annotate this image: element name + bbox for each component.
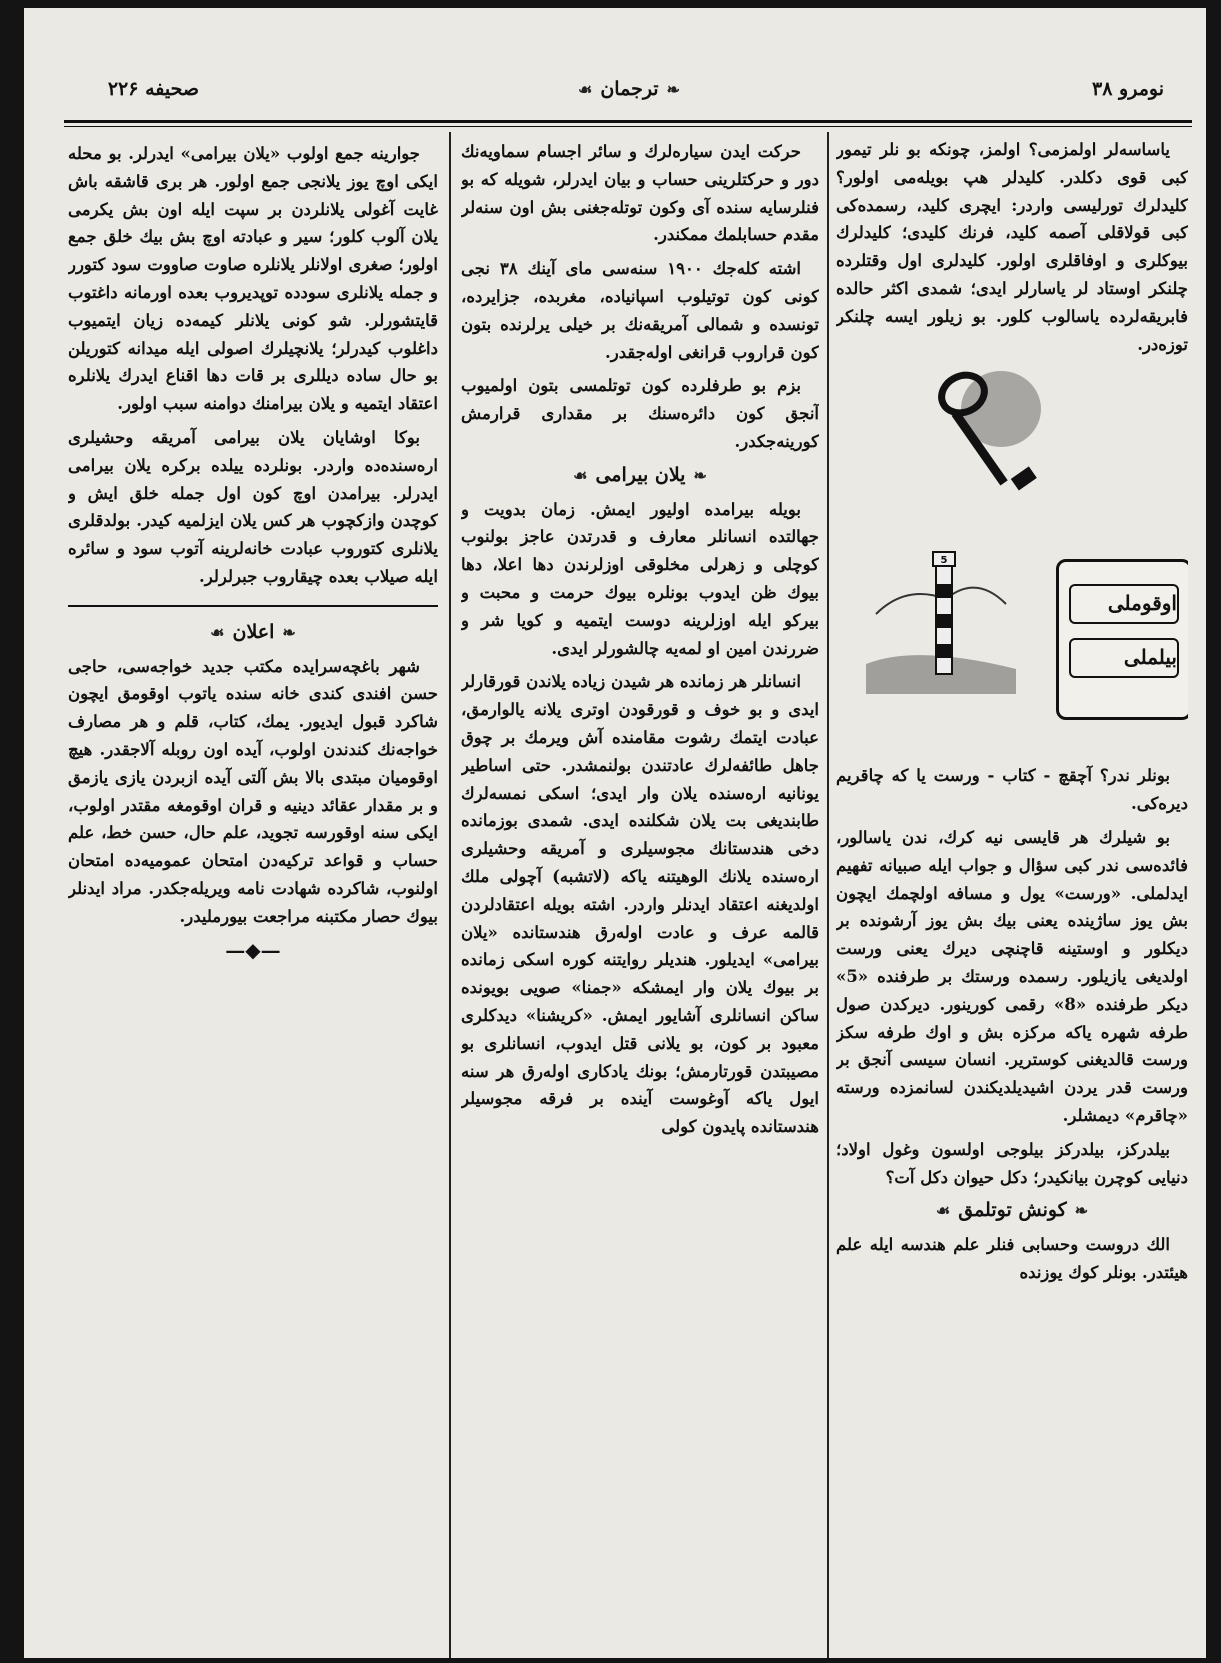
sign-text-1: اوقوملی xyxy=(1069,584,1179,624)
header-rule-thin xyxy=(64,126,1192,127)
ornament-icon: ❧ xyxy=(693,465,707,485)
paragraph: الك دروست وحسابی فنلر علم هندسه ایله علم هیئتدر. بونلر کوك یوزنده xyxy=(836,1235,1188,1282)
ornament-icon: ☙ xyxy=(573,465,588,485)
section-title-announcement xyxy=(68,619,438,647)
end-ornament-icon: —◆— xyxy=(225,937,281,962)
newspaper-page xyxy=(24,8,1206,1658)
page-number: صحیفه ۲۲۶ xyxy=(107,78,199,100)
right-column xyxy=(836,136,1188,1656)
paragraph: بزم بو طرفلرده کون توتلمسی بتون اولمیوب آنجق کون دائره‌سنك بر مقداری قرارمش کورینه‌جکدر. xyxy=(461,376,819,451)
ornament-icon: ☙ xyxy=(935,1201,951,1221)
paragraph: بوکا اوشایان یلان بیرامی آمریقه وحشیلری ارەسنده‌ده واردر. بونلرده ییلده برکره یلان بیرامی ایدرلر. بیرامدن اوچ کون اول جمله خلق ایش و کوچدن وازکچوب هر کس یلان ایزلمیه کیدر. بولدقلری یلانلری کتوروب عبادت خانه‌لرینه آتوب سود و سائره ایله صیلاب بعده چیقاروب جبرلرلر. xyxy=(68,427,438,586)
section-title-text: کونش توتلمق xyxy=(958,1199,1067,1222)
section-title-snake-festival xyxy=(461,462,819,490)
paragraph: انسانلر هر زمانده هر شیدن زیاده یلاندن قورقارلر ایدی و بو خوف و قورقودن اوتری یلانه یالوارمق، عبادت ایتمك رشوت مقامنده آش ویرمك بر چوق جاهل طائفه‌لرك عادتندن بولنمشدر. حتی اساطیر یونانیه ارەسنده یلان وار ایدی؛ اسکی نمسه‌لرك طابندیغی بت یلان شکلنده ایدی. شمدی بوزمانده دخی هندستانك مجوسیلری و آمریقه وحشیلری ارەسنده یلانك الوهیتنه یاکه (لاتشبه) آچولی ملك اولدیغنه اعتقاد ایدنلر واردر. اشته بویله اعتقادلردن قالمه عرف و عادت اوله‌رق هندستانده «یلان بیرامی» ایدیلور. هندیلر روایتنه کوره اسکی زمانده بر بیوك یلان وار ایمشکه «جمنا» صویی بویونده ساکن انسانلری آشایور ایمش. «کریشنا» دیدکلری معبود بر کون، بو یلانی قتل ایدوب، انسانلری بو مصیبتدن قورتارمش؛ بونك یادکاری اوله‌رق هر سنه ایول یاکه آوغوست آینده بر فرقه مجوسیلر هندستانده پایدون کولی xyxy=(461,672,819,1137)
ornament-icon: ❧ xyxy=(282,622,296,642)
ornament-icon: ☙ xyxy=(578,80,593,99)
masthead-title xyxy=(554,78,704,108)
section-title-text: اعلان xyxy=(232,620,275,643)
masthead-title-text: ترجمان xyxy=(600,78,659,100)
paragraph: شهر باغچه‌سرایده مکتب جدید خواجه‌سی، حاجی حسن افندی کندی خانه سنده یاتوب اوقومق ایچون شاکرد قبول ایدیور. یمك، کتاب، قلم و هر مصارف خواجه‌نك کندندن اولوب، آیده اون روبله آلاجقدر. هیچ اوقومیان مبتدی بالا بش آلتی آیده ازبردن یازی یازمق و بر مقدار عقائد دینیه و قران اوقومغه مقتدر اولوب، ایکی سنه اوقورسه تجوید، علم حال، حسن خط، علم حساب و قواعد ترکیه‌دن امتحان عمومیه‌ده امتحان اولنوب، شاکرده شهادت نامه ویریله‌جکدر. مراد ایدنلر بیوك حصار مکتبنه مراجعت بیورملیدر. xyxy=(68,656,438,926)
section-title-text: یلان بیرامی xyxy=(595,463,686,486)
column-divider xyxy=(827,132,829,1658)
paragraph: جوارینه جمع اولوب «یلان بیرامی» ایدرلر. بو محله ایکی اوچ یوز یلانجی جمع اولور. هر بری قاشقه باش غایت آغولی یلانلردن بر سپت ایله اون بش یکرمی یلان آلوب کلور؛ سیر و عبادته اوچ بش بیك خلق جمع اولور؛ صغری اولانلر یلانلره صاوت صاووت سود کتورر و جمله یلانلری سودده توپدیروب بعده اورمانه داغتوب قایتشورلر. شو کونی یلانلر کیمه‌ده زیان ایتمیوب داغلوب کیدرلر؛ یلانچیلرك اصولی ایله میدانه کتوریلن بو حال ساده دیللری بر قات دها اقناع ایدرك یلانلره اعتقاد ایتمیه و یلان بیرامنك دوامنه سبب اولور. xyxy=(68,144,438,414)
section-divider xyxy=(68,605,438,607)
book-sign-illustration xyxy=(1056,559,1188,720)
key-illustration xyxy=(931,364,1051,514)
sign-text-2: بیلملی xyxy=(1069,638,1179,678)
ornament-icon: ❧ xyxy=(666,80,680,99)
middle-column xyxy=(461,138,819,1660)
section-title-eclipse xyxy=(836,1197,1188,1225)
header-rule xyxy=(64,120,1192,123)
paragraph: بو شیلرك هر قایسی نیه کرك، ندن یاسالور، فائده‌سی ندر کبی سؤال و جواب ایله صبیانه تفهیم ایدلملی. «ورست» یول و مسافه اولچمك ایچون بش یوز ساژینده یعنی بیك بش یوز آرشونده بر دیکلور و اوستینه قاچنچی دیرك یعنی ورست اولدیغی یازیلور. رسمده ورستك بر طرفنده «5» دیکر طرفنده «8» رقمی کورینور. دیرکدن صول طرفه شهره یاکه مرکزه بش و اوك طرفه سکز ورست قالدیغنی کوسترير. انسان سیسی آنجق بر ورست قدر یردن اشیدیلدیکندن لسانمزده ورسته «چاقرم» دیمشلر. xyxy=(836,827,1188,1125)
paragraph: بویله بیرامده اولیور ایمش. زمان بدویت و جهالتده انسانلر معارف و قدرتدن عاجز بولنوب کوچلی و زهرلی مخلوقی اوزلرندن دها اعلا، دها بیوك ظن ایدوب بونلره بیوك حرمت و محبت و بیرکو ایله اوزلرینه دوست ایتمیه و کویا شر و ضررندن امین او لمه‌یه چالشورلر ایدی. xyxy=(461,499,819,658)
paragraph: بونلر ندر؟ آچقچ - کتاب - ورست یا که چاقریم دیره‌کی. xyxy=(836,766,1188,814)
paragraph: یاساسه‌لر اولمزمی؟ اولمز، چونکه بو نلر تیمور کبی قوی دکلدر. کلیدلر هپ بویله‌می اولور؟ کلیدلرك تورلیسی واردر: ایچری کلید، رسمده‌کی کبی قولاقلی آصمه کلید، فرنك کلیدی؛ کلیدلرك بیوکلری و اوفاقلری اولور. کلیدلری اول وقتلرده چلنکر اوستاد لر یاسارلر ایدی؛ شمدی اکثر حالده فابریقه‌لرده یاسالوب کلور. بو زیلور ایسه چلنکر توزه‌در. xyxy=(836,140,1188,354)
paragraph: بیلدرکز، بیلدرکز بیلوجی اولسون وغول اولاد؛ دنیایی کوچرن بیانکیدر؛ دکل حیوان دکل آت؟ xyxy=(836,1139,1188,1187)
post-number: 5 xyxy=(940,555,948,567)
paragraph: اشته کله‌جك ۱۹۰۰ سنه‌سی مای آینك ۳۸ نجی کونی کون توتیلوب اسپانیاده، مغربده، جزایرده، تونسده و شمالی آمریقه‌نك بر خیلی یرلرنده بتون کون قراروب قرانغی اوله‌جقدر. xyxy=(461,259,819,362)
column-divider xyxy=(449,132,451,1658)
issue-number: نومرو ۳۸ xyxy=(1092,78,1164,100)
ornament-icon: ❧ xyxy=(1074,1201,1089,1221)
paragraph: حرکت ایدن سیاره‌لرك و سائر اجسام سماویه‌نك دور و حرکتلرینی حساب و بیان ایدرلر، شویله که بو فنلرسایه سنده آی وکون توتله‌جغنی بش اون سنه‌لر مقدم حسابلمك ممکندر. xyxy=(461,142,819,245)
left-column xyxy=(68,140,438,1660)
verst-post-illustration xyxy=(866,544,1016,694)
illustrations xyxy=(836,364,1188,754)
ornament-icon: ☙ xyxy=(210,622,225,642)
